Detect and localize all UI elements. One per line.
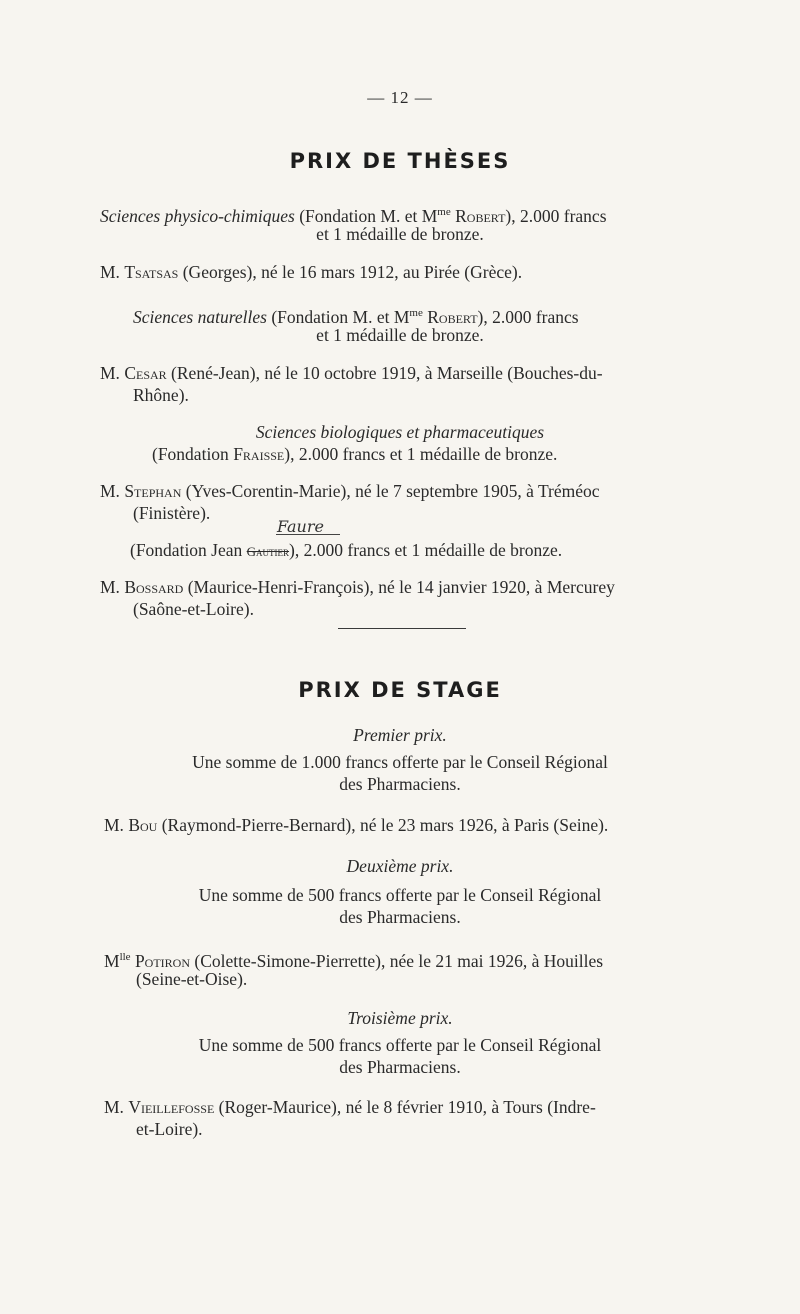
naturelles-winner-line2: Rhône). xyxy=(133,385,189,405)
biologiques-winner-details: (Yves-Corentin-Marie), né le 7 septembre 1905, à Tréméoc xyxy=(185,481,600,501)
physico-winner xyxy=(100,261,522,283)
stage-heading: PRIX DE STAGE xyxy=(298,678,502,702)
biologiques-winner xyxy=(100,480,600,502)
biologiques-winner-title: M. xyxy=(100,481,120,501)
struck-name: Gautier xyxy=(246,544,290,559)
premier-prix-line1: Une somme de 1.000 francs offerte par le Conseil Régional xyxy=(192,752,608,772)
naturelles-winner-details: (René-Jean), né le 10 octobre 1919, à Marseille (Bouches-du- xyxy=(171,363,603,383)
biologiques-winner-line2: (Finistère). xyxy=(133,503,211,523)
premier-winner-details: (Raymond-Pierre-Bernard), né le 23 mars 1926, à Paris (Seine). xyxy=(161,815,609,835)
physico-winner-title: M. xyxy=(100,262,120,282)
physico-winner-details: (Georges), né le 16 mars 1912, au Pirée (Grèce). xyxy=(182,262,523,282)
physico-fondation-post: ), 2.000 francs xyxy=(505,205,607,226)
physico-subject: Sciences physico-chimiques xyxy=(100,205,295,226)
premier-winner-name: Bou xyxy=(128,815,158,835)
faure-fondation-pre: (Fondation Jean xyxy=(130,540,243,560)
faure-fondation-line xyxy=(130,539,562,563)
biologiques-fondation-name: Fraisse xyxy=(233,444,285,464)
deuxieme-winner-line2: (Seine-et-Oise). xyxy=(136,969,248,989)
naturelles-fondation-pre: (Fondation M. et M xyxy=(271,306,410,327)
naturelles-winner xyxy=(100,362,603,384)
faure-winner-details: (Maurice-Henri-François), né le 14 janvier 1920, à Mercurey xyxy=(187,577,615,597)
page-number: — 12 — xyxy=(367,88,433,107)
biologiques-fondation-post: ), 2.000 francs et 1 médaille de bronze. xyxy=(284,444,558,464)
troisieme-winner-title: M. xyxy=(104,1097,124,1117)
troisieme-prix-line1: Une somme de 500 francs offerte par le Conseil Régional xyxy=(198,1035,602,1055)
faure-winner-title: M. xyxy=(100,577,120,597)
naturelles-fondation-post: ), 2.000 francs xyxy=(477,306,579,327)
troisieme-prix-title: Troisième prix. xyxy=(347,1008,453,1028)
troisieme-winner-line2: et-Loire). xyxy=(136,1119,203,1139)
naturelles-prize-line2: et 1 médaille de bronze. xyxy=(316,325,484,345)
biologiques-subject: Sciences biologiques et pharmaceutiques xyxy=(255,422,545,442)
premier-winner xyxy=(104,814,608,836)
troisieme-winner xyxy=(104,1096,596,1118)
physico-sup: me xyxy=(437,206,451,218)
deuxieme-winner-sup: lle xyxy=(119,951,131,963)
biologiques-winner-name: Stephan xyxy=(124,481,182,501)
biologiques-fondation-pre: (Fondation xyxy=(152,444,229,464)
physico-winner-name: Tsatsas xyxy=(124,262,179,282)
premier-winner-title: M. xyxy=(104,815,124,835)
faure-fondation-post: ), 2.000 francs et 1 médaille de bronze. xyxy=(289,540,563,560)
troisieme-winner-details: (Roger-Maurice), né le 8 février 1910, à Tours (Indre- xyxy=(218,1097,596,1117)
deuxieme-winner-title: M xyxy=(104,950,120,971)
section-divider xyxy=(338,628,466,629)
deuxieme-prix-line1: Une somme de 500 francs offerte par le Conseil Régional xyxy=(198,885,602,905)
handwritten-correction: Faure xyxy=(277,517,324,536)
deuxieme-prix-line2: des Pharmaciens. xyxy=(339,907,461,927)
theses-heading: PRIX DE THÈSES xyxy=(289,149,511,173)
naturelles-winner-name: Cesar xyxy=(124,363,167,383)
naturelles-subject: Sciences naturelles xyxy=(133,306,267,327)
handwritten-underline xyxy=(276,534,340,535)
physico-fondation-name: Robert xyxy=(455,205,506,226)
naturelles-sup: me xyxy=(409,307,423,319)
troisieme-winner-name: Vieillefosse xyxy=(128,1097,215,1117)
faure-winner-name: Bossard xyxy=(124,577,184,597)
naturelles-winner-title: M. xyxy=(100,363,120,383)
deuxieme-prix-title: Deuxième prix. xyxy=(346,856,454,876)
biologiques-fondation-line xyxy=(152,443,557,465)
troisieme-prix-line2: des Pharmaciens. xyxy=(339,1057,461,1077)
physico-fondation-pre: (Fondation M. et M xyxy=(299,205,438,226)
premier-prix-line2: des Pharmaciens. xyxy=(339,774,461,794)
deuxieme-winner-name: Potiron xyxy=(134,950,190,971)
physico-prize-line2: et 1 médaille de bronze. xyxy=(316,224,484,244)
faure-winner-line2: (Saône-et-Loire). xyxy=(133,599,254,619)
premier-prix-title: Premier prix. xyxy=(353,725,447,745)
faure-winner xyxy=(100,576,615,598)
naturelles-fondation-name: Robert xyxy=(427,306,478,327)
deuxieme-winner-details: (Colette-Simone-Pierrette), née le 21 mai 1926, à Houilles xyxy=(194,950,604,971)
